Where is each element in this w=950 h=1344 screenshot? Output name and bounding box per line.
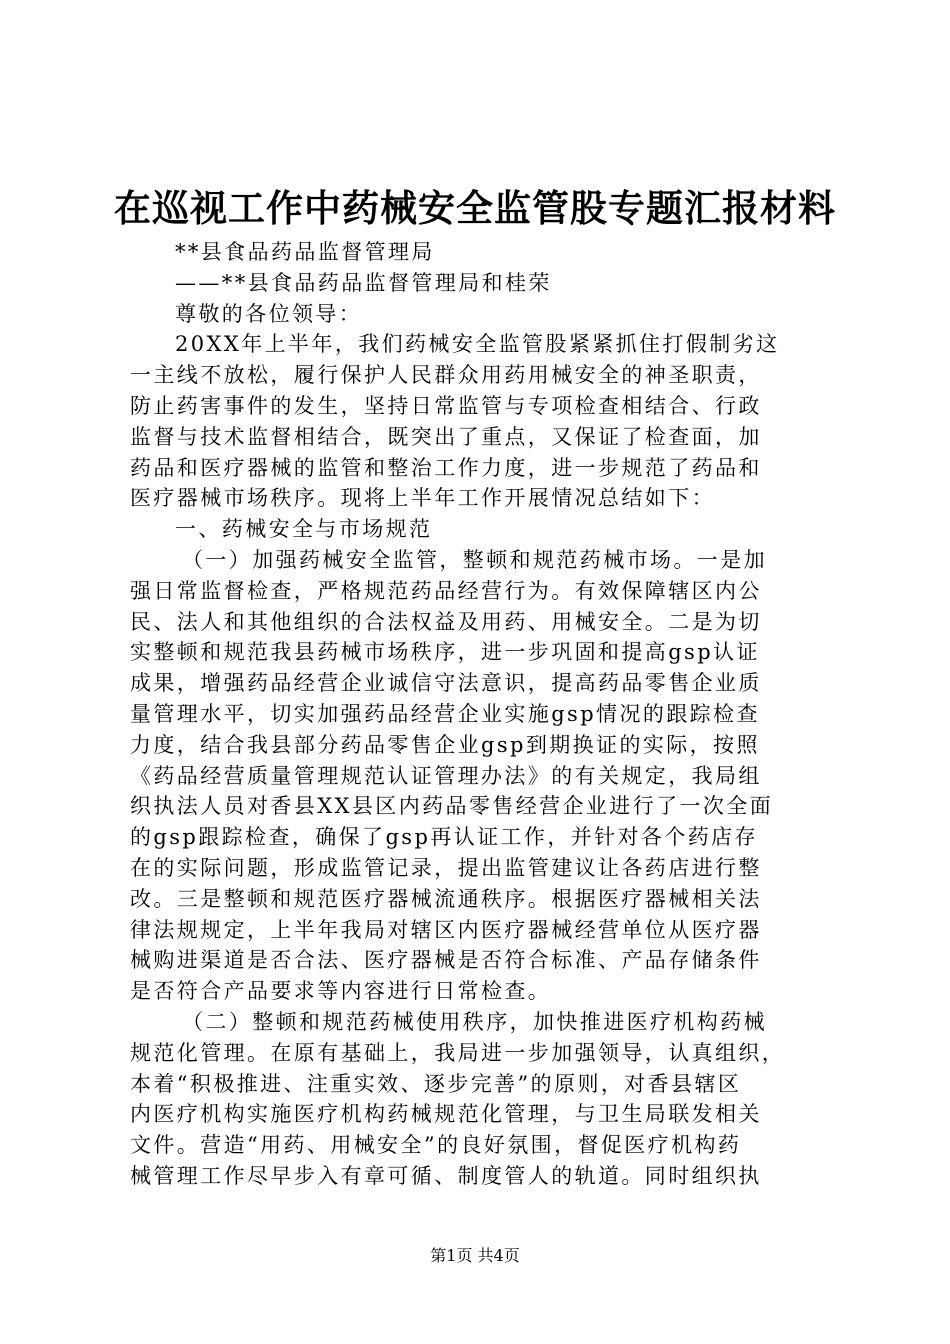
body-line: 成果，增强药品经营企业诚信守法意识，提高药品零售企业质 (130, 671, 762, 696)
body-line: 防止药害事件的发生，坚持日常监管与专项检查相结合、行政 (130, 393, 762, 418)
body-line: 监督与技术监督相结合，既突出了重点，又保证了检查面，加 (130, 424, 762, 449)
body-line: 20XX年上半年，我们药械安全监管股紧紧抓住打假制劣这 (175, 332, 780, 357)
body-line: 民、法人和其他组织的合法权益及用药、用械安全。二是为切 (130, 609, 762, 634)
body-line: 医疗器械市场秩序。现将上半年工作开展情况总结如下： (130, 486, 715, 511)
page-number-footer: 第1页 共4页 (430, 1246, 520, 1265)
body-line: 文件。营造“用药、用械安全”的良好氛围，督促医疗机构药 (130, 1133, 742, 1158)
body-line: 量管理水平，切实加强药品经营企业实施gsp情况的跟踪检查 (130, 701, 760, 726)
body-line: 内医疗机构实施医疗机构药械规范化管理，与卫生局联发相关 (130, 1102, 762, 1127)
body-line: 一主线不放松，履行保护人民群众用药用械安全的神圣职责， (130, 363, 762, 388)
document-title: 在巡视工作中药械安全监管股专题汇报材料 (114, 186, 836, 230)
body-line: 律法规规定，上半年我局对辖区内医疗器械经营单位从医疗器 (130, 917, 762, 942)
body-line: 药品和医疗器械的监管和整治工作力度，进一步规范了药品和 (130, 455, 762, 480)
body-line: 改。三是整顿和规范医疗器械流通秩序。根据医疗器械相关法 (130, 886, 762, 911)
body-line: 力度，结合我县部分药品零售企业gsp到期换证的实际，按照 (130, 732, 760, 757)
body-line: 《药品经营质量管理规范认证管理办法》的有关规定，我局组 (130, 763, 762, 788)
body-line: （一）加强药械安全监管，整顿和规范药械市场。一是加 (182, 547, 767, 572)
body-line: 尊敬的各位领导： (175, 301, 363, 326)
body-line: ——**县食品药品监督管理局和桂荣 (175, 270, 552, 295)
body-line: 械管理工作尽早步入有章可循、制度管人的轨道。同时组织执 (130, 1163, 762, 1188)
section-heading: 一、药械安全与市场规范 (175, 517, 433, 542)
body-line: 规范化管理。在原有基础上，我局进一步加强领导，认真组织， (130, 1040, 786, 1065)
body-line: 本着“积极推进、注重实效、逐步完善”的原则，对香县辖区 (130, 1071, 742, 1096)
body-line: **县食品药品监督管理局 (175, 240, 435, 264)
body-line: 强日常监督检查，严格规范药品经营行为。有效保障辖区内公 (130, 578, 762, 603)
body-line: 实整顿和规范我县药械市场秩序，进一步巩固和提高gsp认证 (130, 640, 760, 665)
body-line: 械购进渠道是否合法、医疗器械是否符合标准、产品存储条件 (130, 948, 762, 973)
body-line: 在的实际问题，形成监管记录，提出监管建议让各药店进行整 (130, 855, 762, 880)
body-line: （二）整顿和规范药械使用秩序，加快推进医疗机构药械 (182, 1009, 767, 1034)
body-line: 是否符合产品要求等内容进行日常检查。 (130, 979, 552, 1004)
document-body (130, 237, 830, 1192)
body-line: 织执法人员对香县XX县区内药品零售经营企业进行了一次全面 (130, 794, 774, 819)
body-line: 的gsp跟踪检查，确保了gsp再认证工作，并针对各个药店存 (130, 825, 758, 850)
